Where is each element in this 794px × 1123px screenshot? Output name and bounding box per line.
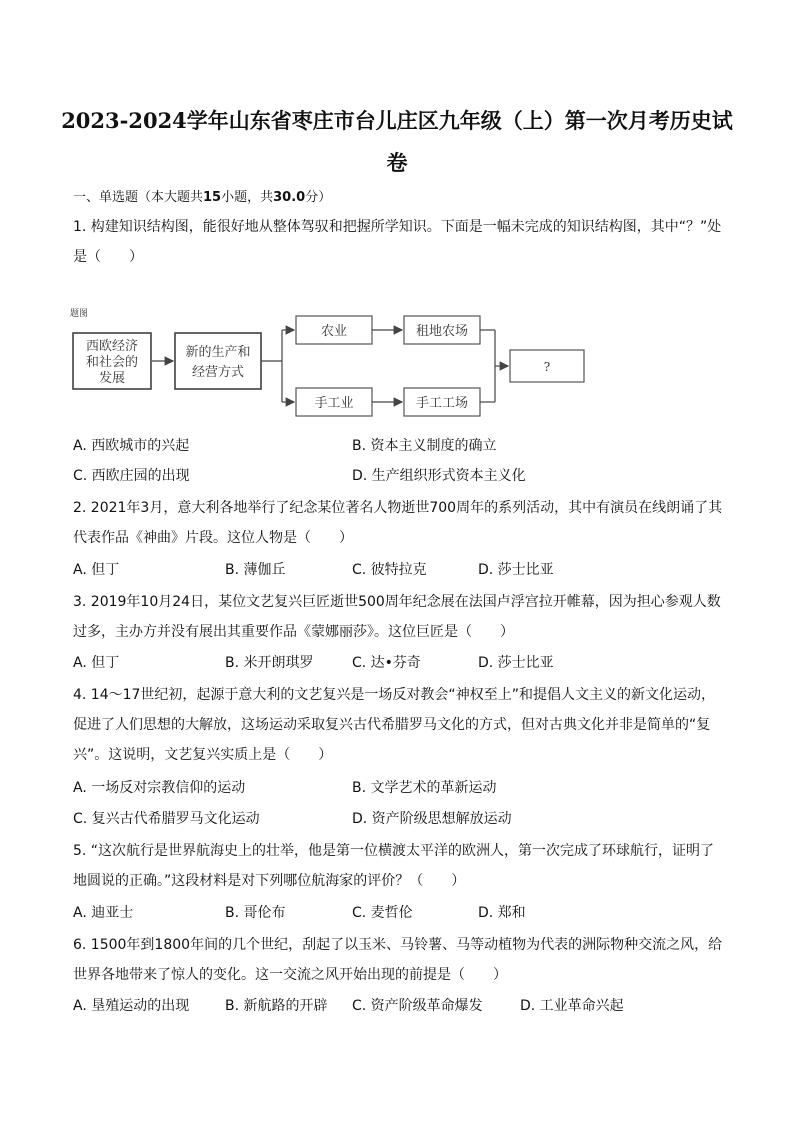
q5-option-d: D. 郑和 <box>478 905 526 921</box>
knowledge-structure-diagram <box>70 306 590 421</box>
diagram-box7-label: ? <box>543 360 551 374</box>
q5-option-c: C. 麦哲伦 <box>352 905 413 921</box>
page-title: 2023-2024学年山东省枣庄市台儿庄区九年级（上）第一次月考历史试卷 <box>61 108 733 175</box>
q2-option-a: A. 但丁 <box>73 562 120 578</box>
diagram-box-new-production <box>175 333 261 389</box>
q5-option-a: A. 迪亚士 <box>73 905 134 921</box>
q2-option-d: D. 莎士比亚 <box>478 562 554 578</box>
diagram-corner-mark: 题图 <box>70 309 89 319</box>
q4-option-a: A. 一场反对宗教信仰的运动 <box>73 780 246 796</box>
question-5-stem: 5. “这次航行是世界航海史上的壮举，他是第一位横渡太平洋的欧洲人，第一次完成了环球航行，证明了地圆说的正确。”这段材料是对下列哪位航海家的评价？（ ） <box>73 843 715 889</box>
diagram-box2-line2: 经营方式 <box>191 365 245 380</box>
q4-option-c: C. 复兴古代希腊罗马文化运动 <box>73 811 260 827</box>
question-4-stem: 4. 14～17世纪初，起源于意大利的文艺复兴是一场反对教会“神权至上”和提倡人文主义的新文化运动，促进了人们思想的大解放，这场运动采取复兴古代希腊罗马文化的方式，但对古典文化并非是简单的“复兴”。这说明，文艺复兴实质上是（ ） <box>73 687 715 763</box>
q4-option-d: D. 资产阶级思想解放运动 <box>352 811 512 827</box>
question-2-stem: 2. 2021年3月，意大利各地举行了纪念某位著名人物逝世700周年的系列活动，其中有演员在线朗诵了其代表作品《神曲》片段。这位人物是（ ） <box>73 500 723 546</box>
q1-option-a: A. 西欧城市的兴起 <box>73 438 190 454</box>
q3-option-c: C. 达•芬奇 <box>352 655 421 671</box>
diagram-box4-label: 租地农场 <box>415 324 469 339</box>
diagram-box1-line3: 发展 <box>98 371 126 386</box>
question-3-stem: 3. 2019年10月24日，某位文艺复兴巨匠逝世500周年纪念展在法国卢浮宫拉开帷幕，因为担心参观人数过多，主办方并没有展出其重要作品《蒙娜丽莎》。这位巨匠是（ ） <box>73 594 721 640</box>
q3-option-a: A. 但丁 <box>73 655 120 671</box>
diagram-box5-label: 手工业 <box>314 396 354 411</box>
q6-option-d: D. 工业革命兴起 <box>520 998 624 1014</box>
q2-option-c: C. 彼特拉克 <box>352 562 427 578</box>
q6-option-a: A. 垦殖运动的出现 <box>73 998 190 1014</box>
diagram-box3-label: 农业 <box>320 324 348 339</box>
diagram-box2-line1: 新的生产和 <box>185 345 251 360</box>
q1-option-b: B. 资本主义制度的确立 <box>352 438 497 454</box>
diagram-box1-line1: 西欧经济 <box>85 339 139 354</box>
question-1-stem: 1. 构建知识结构图，能很好地从整体驾驭和把握所学知识。下面是一幅未完成的知识结构图，其中“？”处是（ ） <box>73 219 722 265</box>
diagram-box6-label: 手工工场 <box>415 396 469 411</box>
q1-option-d: D. 生产组织形式资本主义化 <box>352 468 526 484</box>
question-6-stem: 6. 1500年到1800年间的几个世纪，刮起了以玉米、马铃薯、马等动植物为代表的洲际物种交流之风，给世界各地带来了惊人的变化。这一交流之风开始出现的前提是（ ） <box>73 937 723 983</box>
section-heading: 一、单选题（本大题共15小题，共30.0分） <box>73 190 332 205</box>
q4-option-b: B. 文学艺术的革新运动 <box>352 780 497 796</box>
q6-option-b: B. 新航路的开辟 <box>225 998 328 1014</box>
q6-option-c: C. 资产阶级革命爆发 <box>352 998 483 1014</box>
q2-option-b: B. 薄伽丘 <box>225 562 286 578</box>
q3-option-d: D. 莎士比亚 <box>478 655 554 671</box>
q1-option-c: C. 西欧庄园的出现 <box>73 468 190 484</box>
q3-option-b: B. 米开朗琪罗 <box>225 655 314 671</box>
q5-option-b: B. 哥伦布 <box>225 905 286 921</box>
diagram-box1-line2: 和社会的 <box>85 355 139 370</box>
